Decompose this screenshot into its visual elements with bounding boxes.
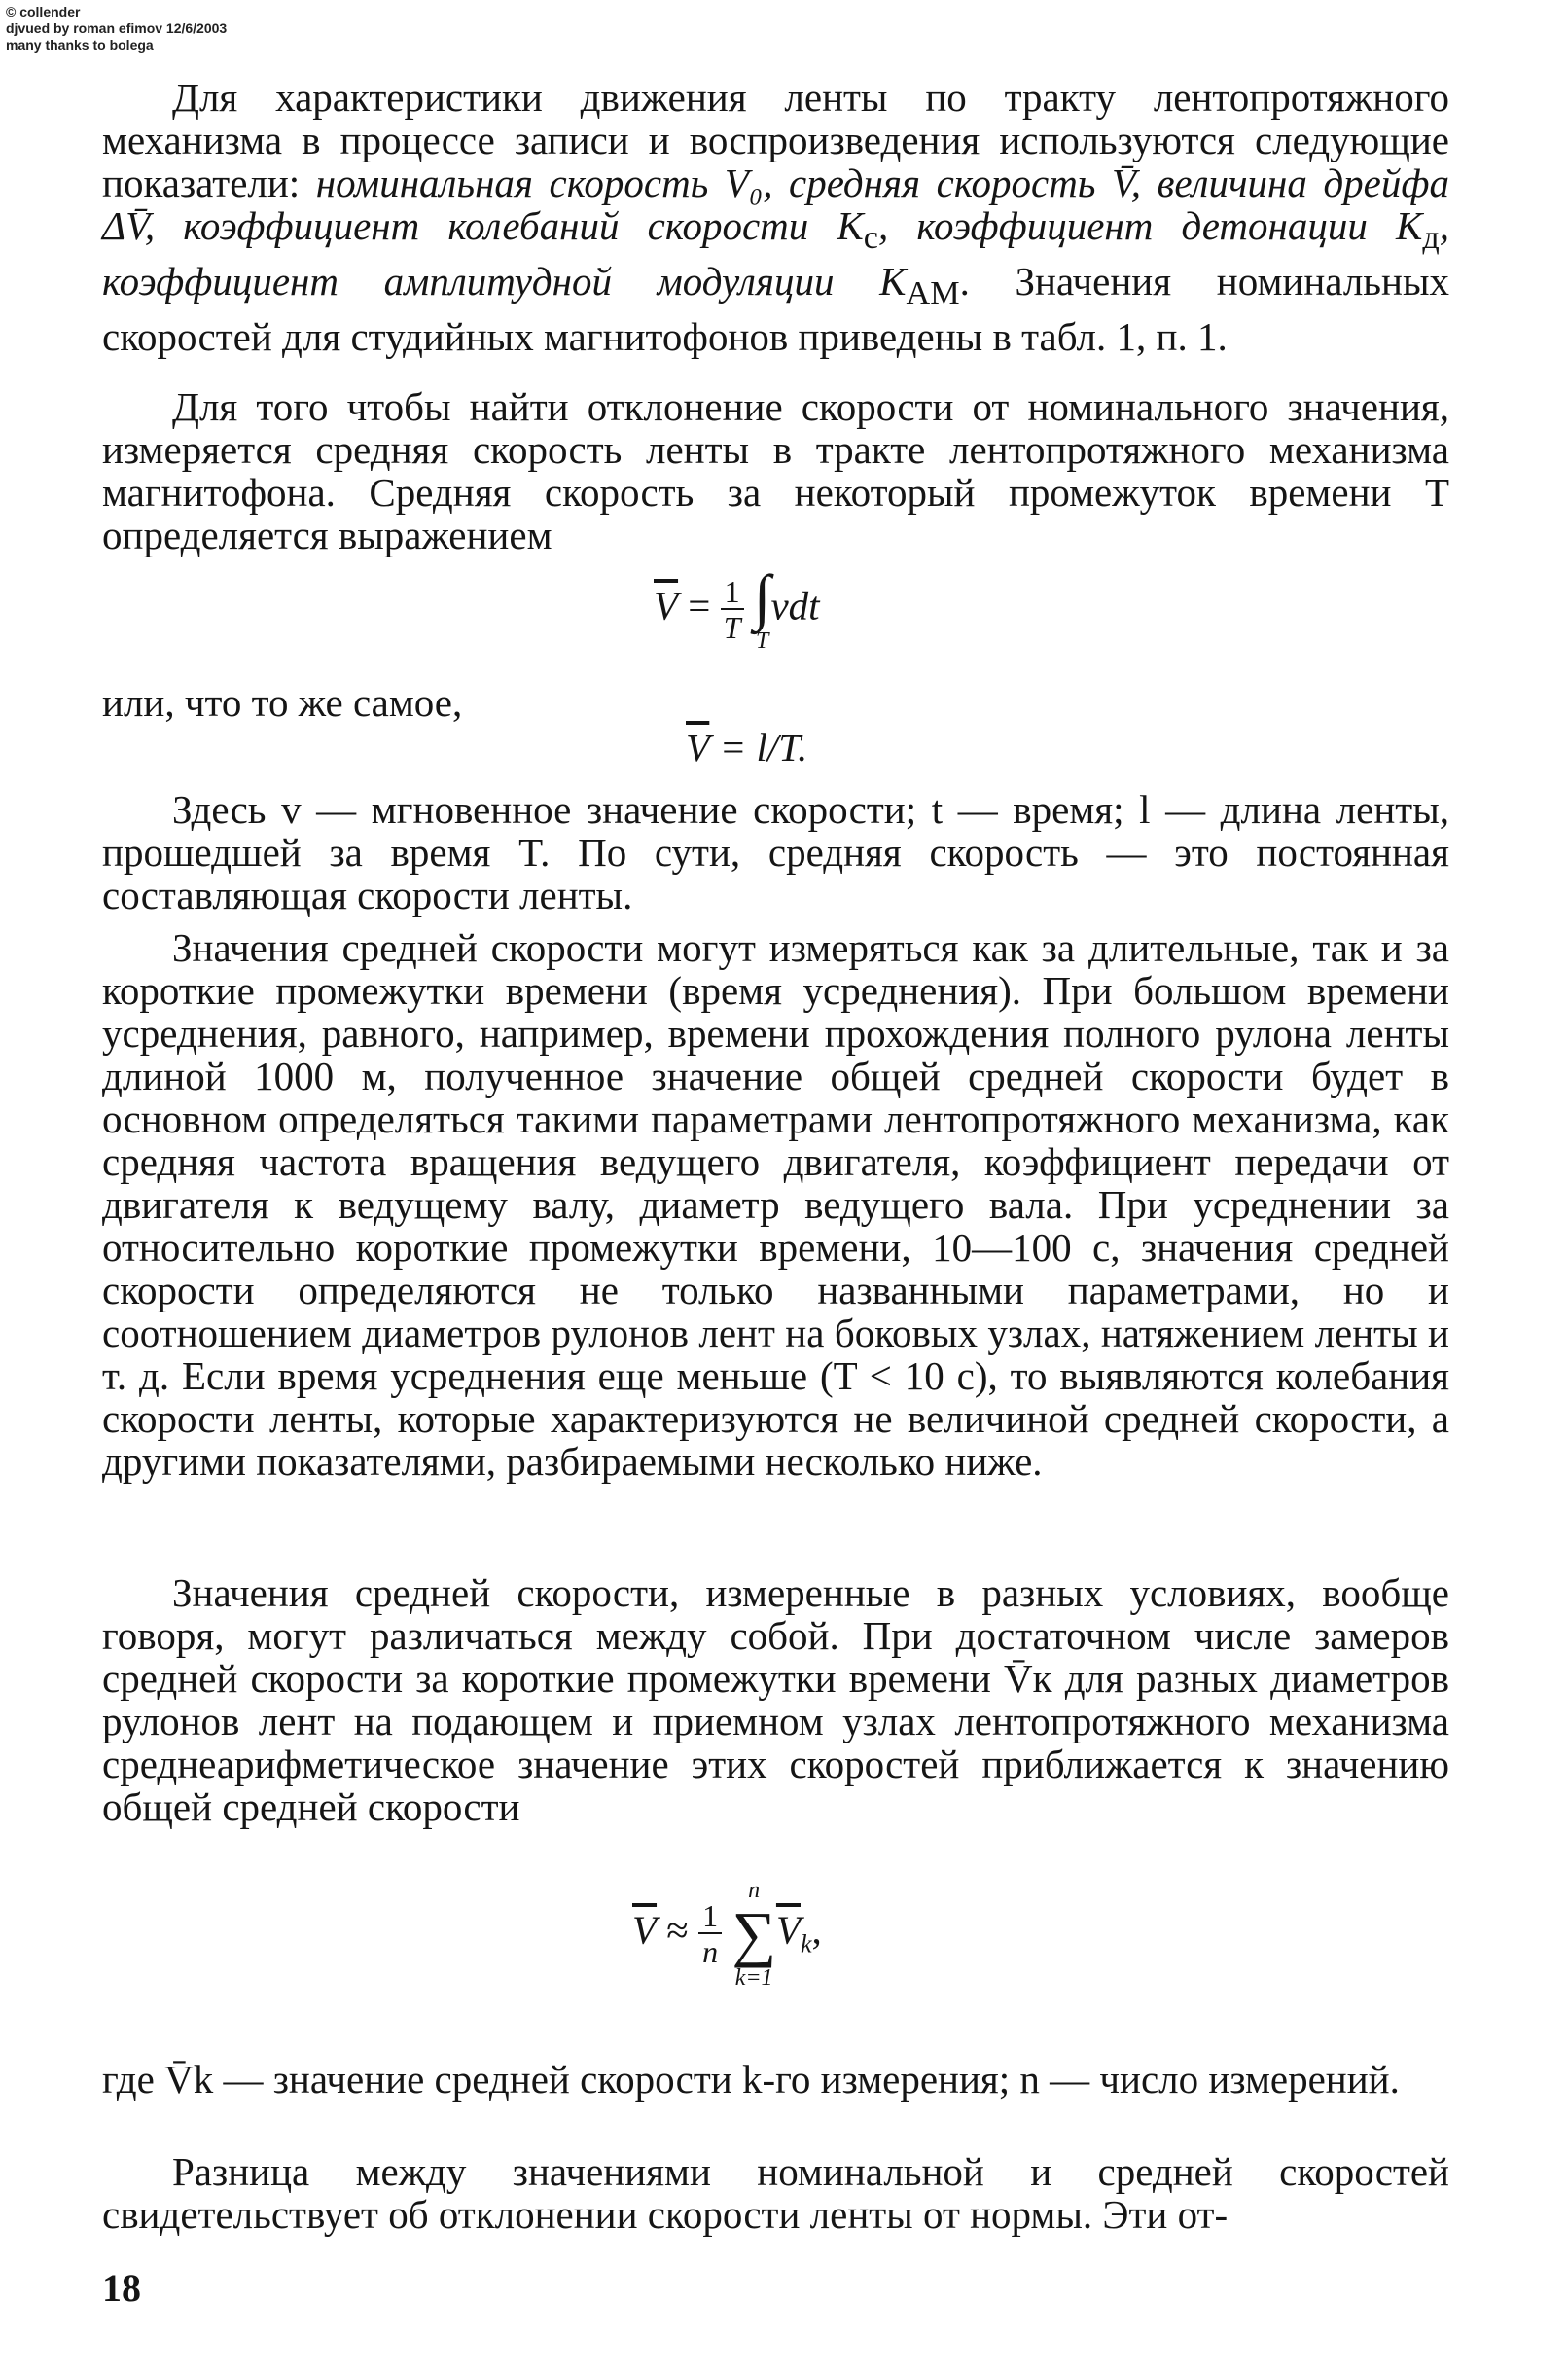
sum-operator: [731, 1878, 776, 1991]
paragraph-speed-difference: Разница между значениями номинальной и средней скоростей свидетельствует об отклонении скорости ленты от нормы. Эти от-: [102, 2149, 1449, 2237]
formula-symbol: $\overline{V}$: [686, 725, 710, 770]
fraction: [698, 1899, 722, 1969]
subscript: АМ: [906, 275, 960, 312]
sum-upper-limit: n: [748, 1878, 761, 1903]
fraction-numerator: 1: [698, 1899, 722, 1934]
subscript: k: [800, 1929, 812, 1959]
formula-symbol: =: [678, 583, 721, 629]
fraction: [721, 575, 744, 645]
fraction-denominator: n: [702, 1934, 719, 1969]
scan-credits: [6, 4, 227, 54]
credit-line: djvued by roman efimov 12/6/2003: [6, 20, 228, 36]
formula-average-speed-length: [686, 725, 808, 770]
sum-sign: ∑: [731, 1899, 776, 1968]
credit-line: many thanks to bolega: [6, 37, 154, 53]
italic-run: номинальная скорость V₀, средняя скорость V̄, величина дрейфа ΔV̄, коэффициент колебаний скорости K: [102, 161, 1449, 248]
text-run: Для характеристики движения ленты по тракту лентопротяжного механизма в процессе записи и воспроизведения используются следующие показатели:: [102, 75, 1449, 205]
paragraph-averaging-time: Значения средней скорости могут измеряться как за длительные, так и за короткие промежутки времени (время усреднения). При большом времени усреднения, равного, например, времени прохождения полного рулона ленты длиной 1000 м, полученное значение общей средней скорости будет в основном определяться такими параметрами лентопротяжного механизма, как средняя частота вращения ведущего двигателя, коэффициент передачи от двигателя к ведущему валу, диаметр ведущего вала. При усреднении за относительно короткие промежутки времени, 10—100 с, значения средней скорости определяются не только названными параметрами, но и соотношением диаметров рулонов лент на боковых узлах, натяжением ленты и т. д. Если время усреднения еще меньше (T < 10 с), то выявляются колебания скорости ленты, которые характеризуются не величиной средней скорости, а другими показателями, разбираемыми несколько ниже.: [102, 925, 1449, 1484]
paragraph-or-same: или, что то же самое,: [102, 680, 463, 725]
paragraph-where: где V̄k — значение средней скорости k-го измерения; n — число измерений.: [102, 2057, 1400, 2102]
italic-run: , коэффициент амплитудной модуляции K: [102, 203, 1449, 305]
paragraph-speed-indicators: [102, 76, 1449, 358]
integral-sign: ∫: [753, 562, 771, 631]
formula-symbol: $\overline{V}$: [654, 583, 679, 629]
formula-symbol: $\overline{V}$: [775, 1907, 801, 1953]
page-number: 18: [102, 2266, 141, 2310]
subscript: c: [863, 220, 878, 257]
credit-line: © collender: [6, 4, 81, 19]
text-run: . Значения номинальных скоростей для студийных магнитофонов приведены в табл. 1, п. 1.: [102, 259, 1449, 360]
italic-run: , коэффициент детонации K: [877, 203, 1423, 248]
formula-symbol: ≈: [657, 1907, 699, 1953]
sum-lower-limit: k=1: [734, 1965, 773, 1991]
formula-arithmetic-mean: [632, 1878, 822, 1991]
paragraph-definitions: Здесь v — мгновенное значение скорости; t — время; l — длина ленты, прошедшей за время T. По сути, средняя скорость — это постоянная составляющая скорости ленты.: [102, 787, 1449, 917]
formula-average-speed-integral: [654, 562, 820, 654]
formula-symbol: = l/T.: [709, 725, 808, 770]
subscript: д: [1422, 220, 1440, 257]
integral-lower-limit: T: [756, 629, 769, 654]
fraction-numerator: 1: [721, 575, 744, 610]
formula-symbol: $\overline{V}$: [632, 1907, 658, 1953]
integral-operator: [753, 562, 771, 654]
paragraph-average-speed: Для того чтобы найти отклонение скорости от номинального значения, измеряется средняя скорость ленты в тракте лентопротяжного механизма магнитофона. Средняя скорость за некоторый промежуток времени T определяется выражением: [102, 384, 1449, 557]
integrand: vdt: [770, 583, 820, 629]
paragraph-multiple-measurements: Значения средней скорости, измеренные в разных условиях, вообще говоря, могут различаться между собой. При достаточном числе замеров средней скорости за короткие промежутки времени V̄к для разных диаметров рулонов лент на подающем и приемном узлах лентопротяжного механизма среднеарифметическое значение этих скоростей приближается к значению общей средней скорости: [102, 1570, 1449, 1829]
formula-symbol: ,: [811, 1907, 822, 1953]
fraction-denominator: T: [723, 610, 741, 645]
